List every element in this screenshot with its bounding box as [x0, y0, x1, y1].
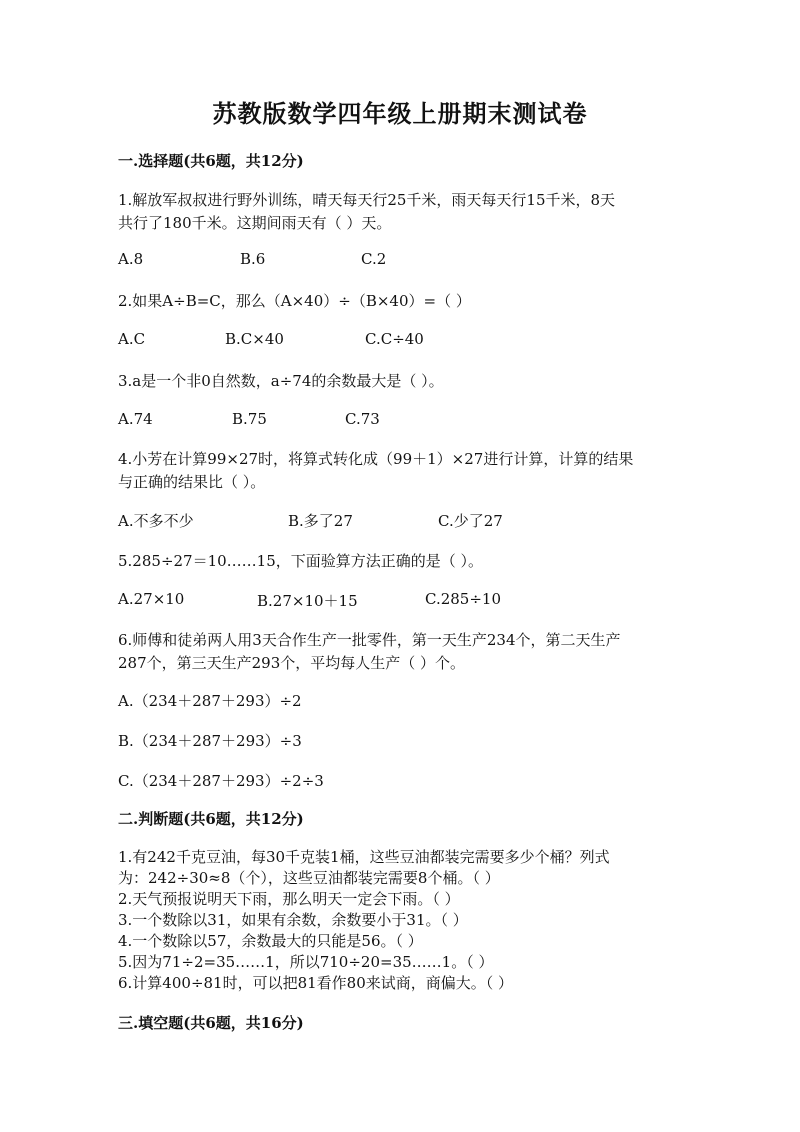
question-6-option-b: B.（234＋287＋293）÷3	[118, 732, 302, 750]
question-2-line-1: 2.如果A÷B=C，那么（A×40）÷（B×40）=（ ）	[118, 292, 471, 310]
question-4-option-c: C.少了27	[438, 512, 503, 530]
question-6-option-c: C.（234＋287＋293）÷2÷3	[118, 772, 324, 790]
question-6-option-a: A.（234＋287＋293）÷2	[118, 692, 302, 710]
question-6-line-2: 287个，第三天生产293个，平均每人生产（ ）个。	[118, 654, 466, 672]
section-heading-judge: 二.判断题(共6题，共12分)	[118, 810, 304, 828]
judge-line-5: 4.一个数除以57，余数最大的只能是56。（ ）	[118, 932, 423, 950]
question-4-option-b: B.多了27	[288, 512, 353, 530]
question-3-line-1: 3.a是一个非0自然数，a÷74的余数最大是（ ）。	[118, 372, 444, 390]
question-1-line-1: 1.解放军叔叔进行野外训练，晴天每天行25千米，雨天每天行15千米，8天	[118, 191, 616, 209]
question-1-line-2: 共行了180千米。这期间雨天有（ ）天。	[118, 214, 392, 232]
judge-line-1: 1.有242千克豆油，每30千克装1桶，这些豆油都装完需要多少个桶？列式	[118, 848, 610, 866]
section-heading-choice: 一.选择题(共6题，共12分)	[118, 152, 304, 170]
judge-line-3: 2.天气预报说明天下雨，那么明天一定会下雨。（ ）	[118, 890, 460, 908]
question-2-option-b: B.C×40	[225, 330, 284, 348]
section-heading-fill: 三.填空题(共6题，共16分)	[118, 1014, 304, 1032]
judge-line-7: 6.计算400÷81时，可以把81看作80来试商，商偏大。（ ）	[118, 974, 514, 992]
question-4-option-a: A.不多不少	[118, 512, 194, 530]
exam-title: 苏教版数学四年级上册期末测试卷	[212, 99, 588, 128]
question-4-line-1: 4.小芳在计算99×27时，将算式转化成（99＋1）×27进行计算，计算的结果	[118, 450, 634, 468]
judge-line-2: 为：242÷30≈8（个），这些豆油都装完需要8个桶。（ ）	[118, 869, 500, 887]
question-2-option-a: A.C	[118, 330, 146, 348]
question-4-line-2: 与正确的结果比（ ）。	[118, 473, 266, 491]
question-1-option-c: C.2	[361, 250, 387, 268]
question-1-option-b: B.6	[240, 250, 266, 268]
question-5-option-a: A.27×10	[118, 590, 185, 608]
question-5-line-1: 5.285÷27＝10……15，下面验算方法正确的是（ ）。	[118, 552, 484, 570]
question-3-option-a: A.74	[118, 410, 153, 428]
question-2-option-c: C.C÷40	[365, 330, 424, 348]
question-3-option-c: C.73	[345, 410, 380, 428]
judge-line-4: 3.一个数除以31，如果有余数，余数要小于31。（ ）	[118, 911, 468, 929]
question-5-option-b: B.27×10＋15	[257, 592, 358, 610]
question-6-line-1: 6.师傅和徒弟两人用3天合作生产一批零件，第一天生产234个，第二天生产	[118, 631, 621, 649]
question-3-option-b: B.75	[232, 410, 267, 428]
question-1-option-a: A.8	[118, 250, 144, 268]
question-5-option-c: C.285÷10	[425, 590, 501, 608]
judge-line-6: 5.因为71÷2=35……1，所以710÷20=35……1。（ ）	[118, 953, 494, 971]
